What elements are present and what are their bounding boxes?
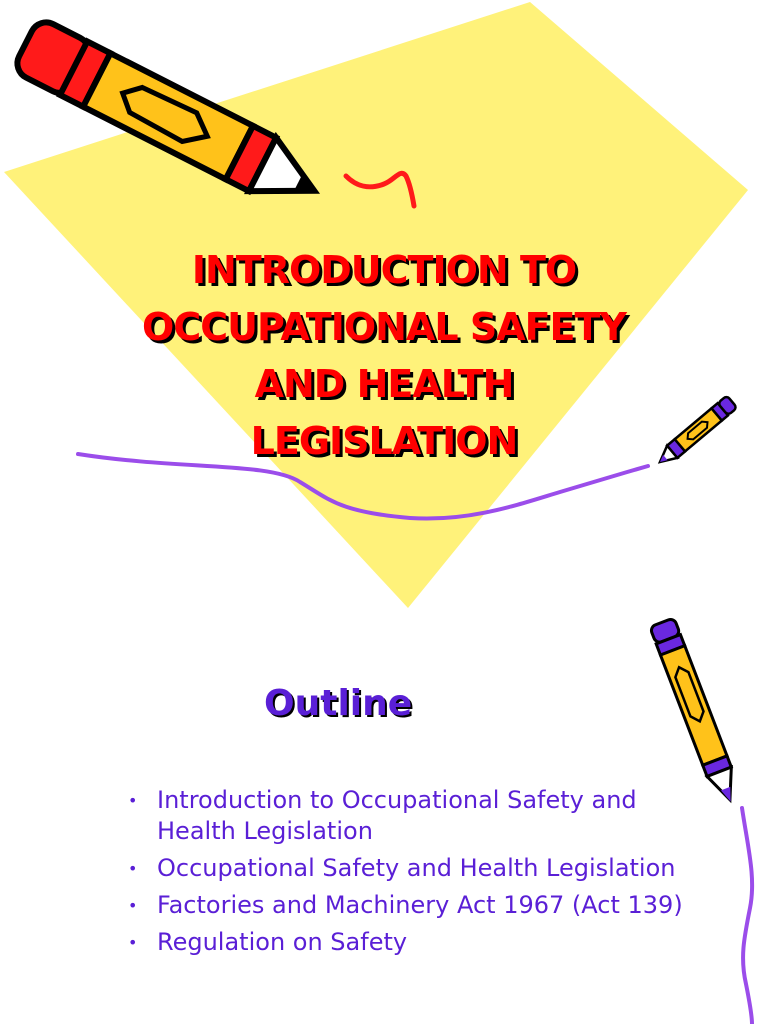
list-item [128, 890, 688, 921]
list-item-text: Occupational Safety and Health Legislation [157, 854, 676, 882]
list-item [128, 853, 688, 884]
list-item [128, 927, 688, 958]
outline-heading: Outline [264, 683, 413, 724]
list-item-text: Introduction to Occupational Safety and Health Legislation [157, 786, 637, 845]
list-item-text: Factories and Machinery Act 1967 (Act 139) [157, 891, 683, 919]
bullet-icon: • [128, 933, 138, 952]
bullet-icon: • [128, 859, 138, 878]
outline-slide [0, 608, 768, 1024]
list-item-text: Regulation on Safety [157, 928, 408, 956]
bullet-icon: • [128, 791, 138, 810]
purple-squiggle-line [742, 808, 752, 1024]
slide-title-line: LEGISLATION [250, 419, 518, 463]
bullet-icon: • [128, 896, 138, 915]
slide-title-line: INTRODUCTION TO [191, 248, 577, 292]
list-item [128, 785, 688, 847]
slide-title-line: AND HEALTH [254, 362, 514, 406]
pencil-icon [650, 618, 743, 807]
slide-title [40, 242, 728, 470]
slide-title-line: OCCUPATIONAL SAFETY [142, 305, 626, 349]
outline-list [128, 785, 688, 964]
